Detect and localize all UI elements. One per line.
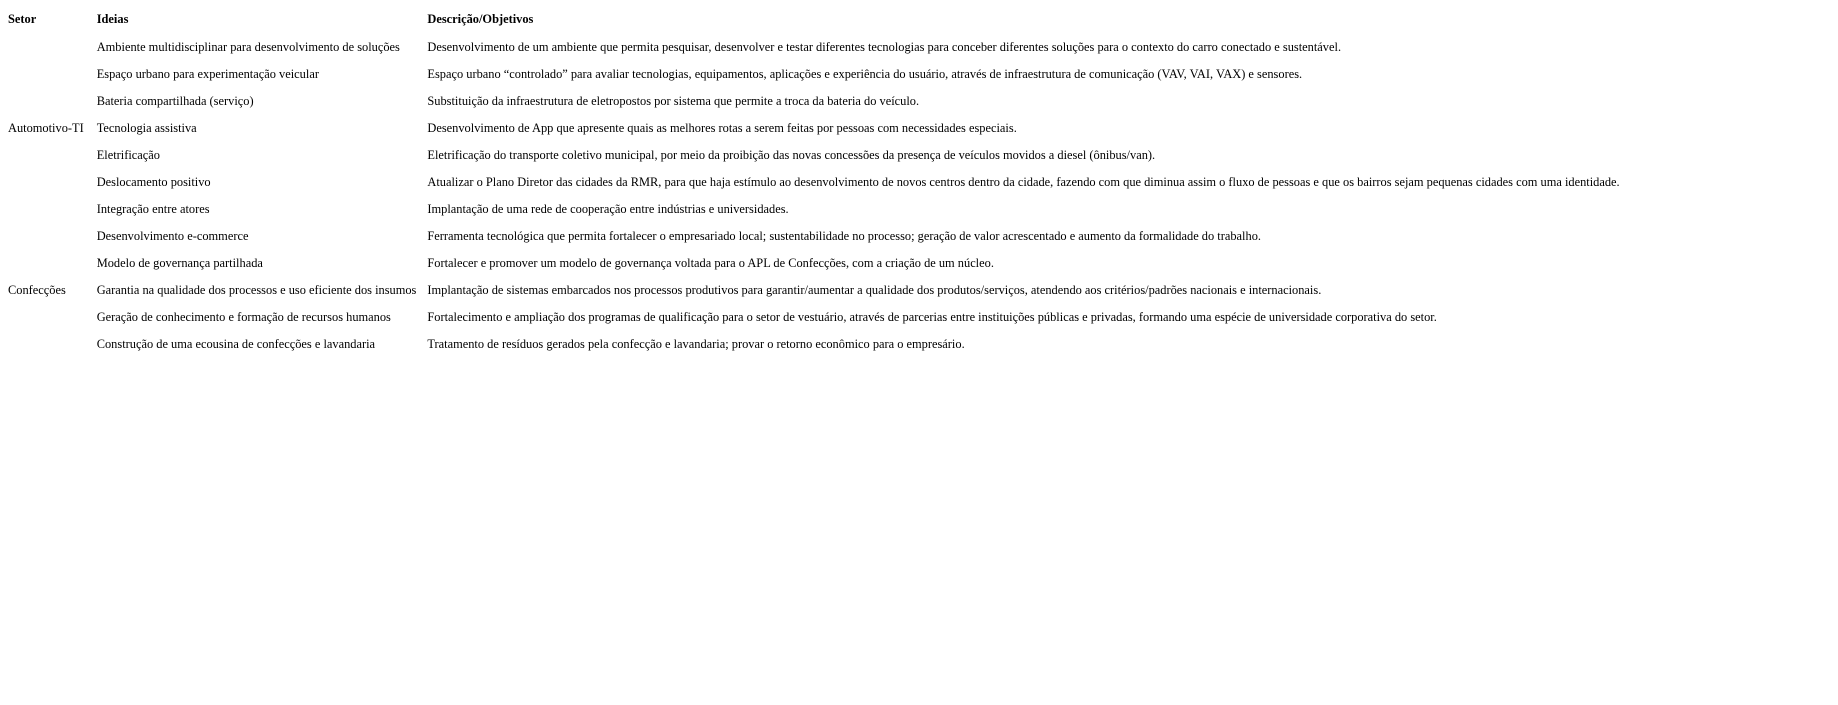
description-cell: Fortalecer e promover um modelo de governança voltada para o APL de Confecções, com a criação de um núcleo. [427,256,994,270]
table-header [3,4,1626,34]
idea-cell: Modelo de governança partilhada [96,256,263,270]
description-cell: Implantação de sistemas embarcados nos processos produtivos para garantir/aumentar a qualidade dos produtos/serviços, atendendo aos critérios/padrões nacionais e internacionais. [427,283,1322,297]
sector-cell [3,169,92,196]
table-row [3,304,1626,331]
description-cell: Espaço urbano “controlado” para avaliar tecnologias, equipamentos, aplicações e experiência do usuário, através de infraestrutura de comunicação (VAV, VAI, VAX) e sensores. [427,67,1303,81]
header-setor: Setor [8,12,37,26]
description-cell: Substituição da infraestrutura de eletropostos por sistema que permite a troca da bateria do veículo. [427,94,920,108]
idea-cell: Deslocamento positivo [96,175,211,189]
idea-cell: Geração de conhecimento e formação de recursos humanos [96,310,391,324]
sector-cell [3,61,92,88]
description-cell: Tratamento de resíduos gerados pela confecção e lavandaria; provar o retorno econômico para o empresário. [427,337,965,351]
idea-cell: Espaço urbano para experimentação veicular [96,67,319,81]
table-row [3,142,1626,169]
sector-cell: Confecções [8,283,66,297]
sector-cell [3,331,92,358]
ideas-table [3,4,1626,358]
sector-cell [3,196,92,223]
table-row [3,34,1626,61]
description-cell: Implantação de uma rede de cooperação entre indústrias e universidades. [427,202,789,216]
sector-cell [3,142,92,169]
idea-cell: Garantia na qualidade dos processos e uso eficiente dos insumos [96,283,417,297]
sector-cell [3,34,92,61]
idea-cell: Construção de uma ecousina de confecções e lavandaria [96,337,376,351]
description-cell: Atualizar o Plano Diretor das cidades da RMR, para que haja estímulo ao desenvolvimento de novos centros dentro da cidade, fazendo com que diminua assim o fluxo de pessoas e que os bairros sejam pequenas cidades com uma identidade. [427,175,1620,189]
table-row [3,88,1626,115]
table-body [3,34,1626,358]
idea-cell: Eletrificação [96,148,161,162]
idea-cell: Desenvolvimento e-commerce [96,229,249,243]
sector-cell [3,250,92,277]
table-row [3,250,1626,277]
sector-cell: Automotivo-TI [8,121,84,135]
header-row [3,4,1626,34]
table-row [3,115,1626,142]
table-row [3,223,1626,250]
sector-cell [3,88,92,115]
table-row [3,196,1626,223]
header-ideias: Ideias [96,12,129,26]
header-descricao-objetivos: Descrição/Objetivos [427,12,534,26]
description-cell: Desenvolvimento de App que apresente quais as melhores rotas a serem feitas por pessoas com necessidades especiais. [427,121,1017,135]
sector-cell [3,223,92,250]
table-row [3,169,1626,196]
description-cell: Ferramenta tecnológica que permita fortalecer o empresariado local; sustentabilidade no processo; geração de valor acrescentado e aumento da formalidade do trabalho. [427,229,1261,243]
table-row [3,61,1626,88]
description-cell: Desenvolvimento de um ambiente que permita pesquisar, desenvolver e testar diferentes tecnologias para conceber diferentes soluções para o contexto do carro conectado e sustentável. [427,40,1342,54]
idea-cell: Bateria compartilhada (serviço) [96,94,254,108]
sector-cell [3,304,92,331]
table-row [3,331,1626,358]
table-row [3,277,1626,304]
idea-cell: Integração entre atores [96,202,210,216]
description-cell: Fortalecimento e ampliação dos programas de qualificação para o setor de vestuário, através de parcerias entre instituições públicas e privadas, formando uma espécie de universidade corporativa do setor. [427,310,1437,324]
idea-cell: Ambiente multidisciplinar para desenvolvimento de soluções [96,40,400,54]
description-cell: Eletrificação do transporte coletivo municipal, por meio da proibição das novas concessões da presença de veículos movidos a diesel (ônibus/van). [427,148,1156,162]
idea-cell: Tecnologia assistiva [96,121,197,135]
